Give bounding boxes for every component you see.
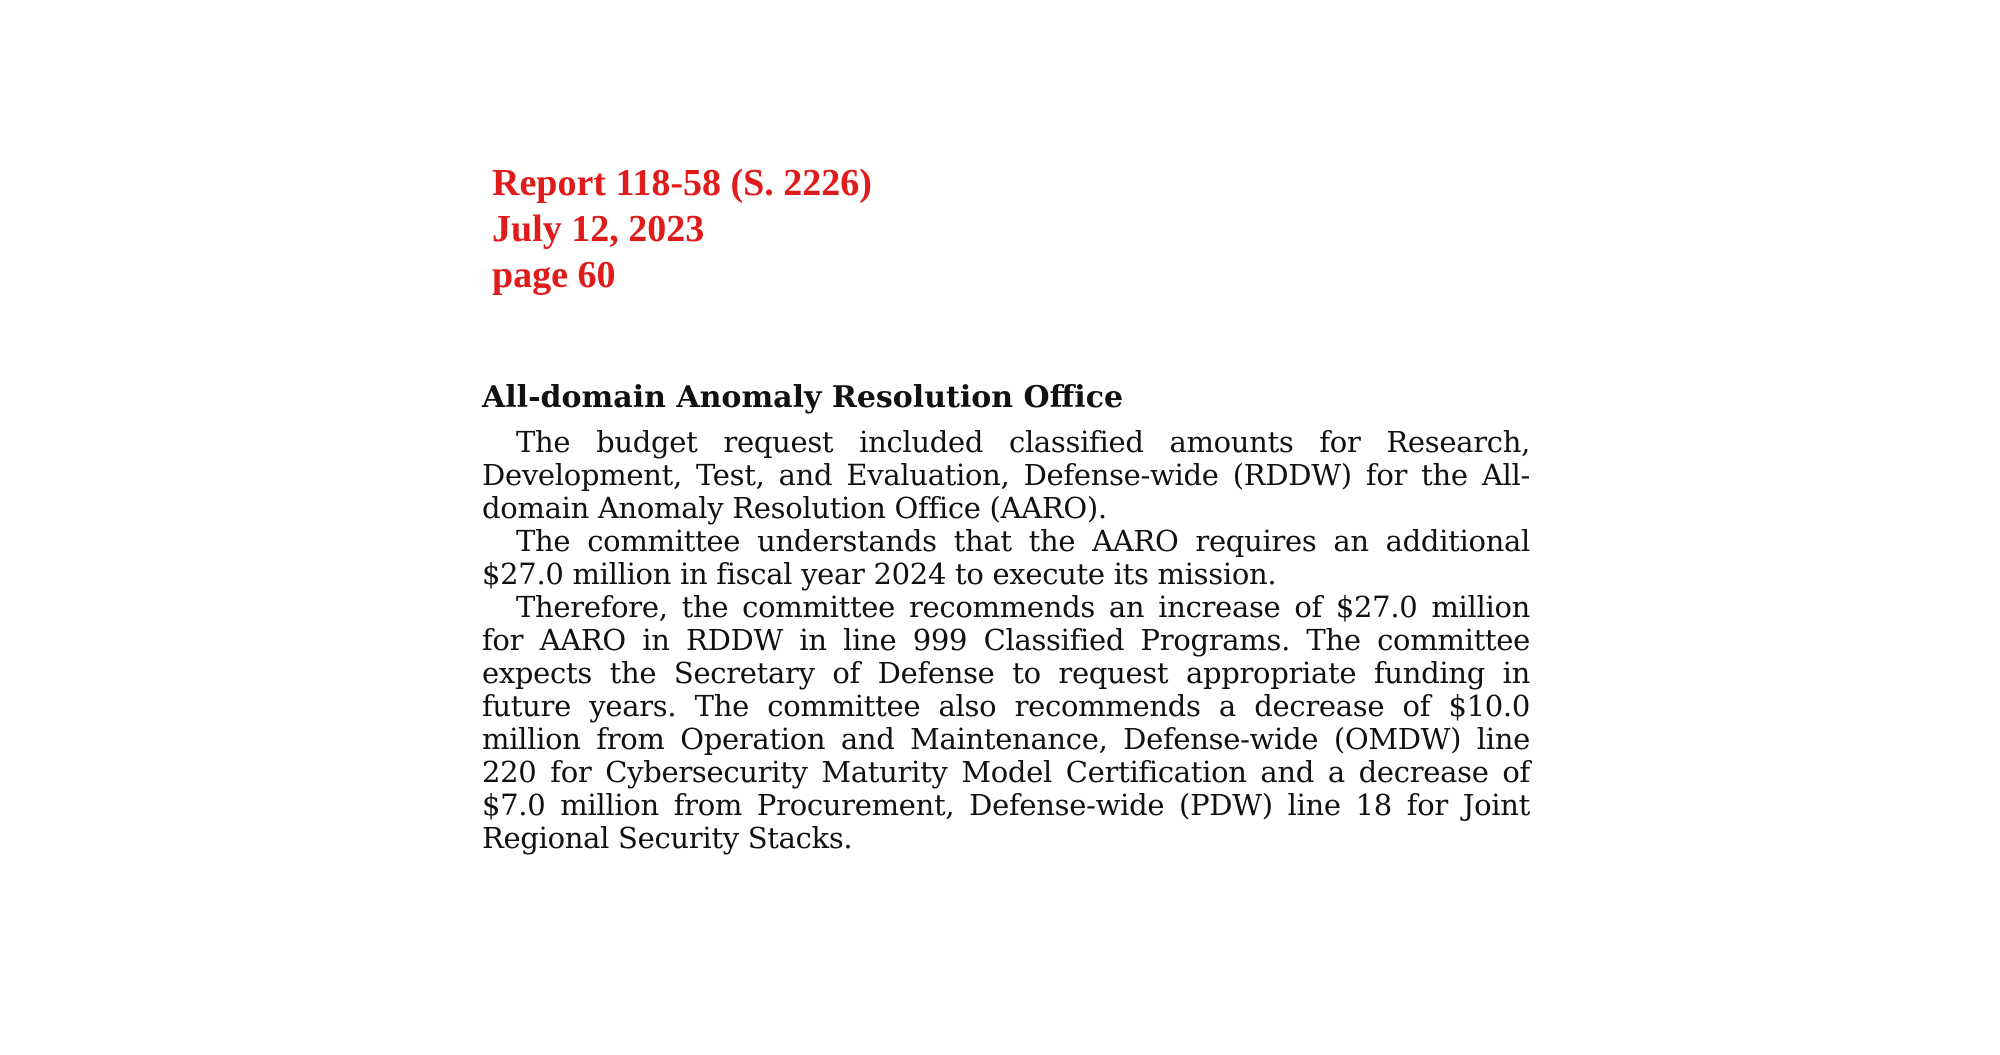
report-number: Report 118-58 (S. 2226) — [492, 162, 872, 204]
section-body — [482, 426, 1530, 855]
report-date: July 12, 2023 — [492, 208, 705, 250]
paragraph-recommendation: Therefore, the committee recommends an increase of $27.0 million for AARO in RDDW in line 999 Classified Programs. The committee expects the Secretary of Defense to request appropriate funding in future years. The committee also recommends a decrease of $10.0 million from Operation and Maintenance, Defense-wide (OMDW) line 220 for Cybersecurity Maturity Model Certification and a decrease of $7.0 million from Procurement, Defense-wide (PDW) line 18 for Joint Regional Security Stacks. — [482, 590, 1530, 855]
document-section — [482, 378, 1530, 855]
report-citation — [492, 160, 872, 298]
report-page: page 60 — [492, 254, 616, 296]
paragraph-budget-request: The budget request included classified amounts for Research, Development, Test, and Evaluation, Defense-wide (RDDW) for the All-domain Anomaly Resolution Office (AARO). — [482, 425, 1530, 525]
paragraph-committee-understanding: The committee understands that the AARO requires an additional $27.0 million in fiscal year 2024 to execute its mission. — [482, 524, 1530, 591]
section-heading: All-domain Anomaly Resolution Office — [482, 380, 1124, 415]
